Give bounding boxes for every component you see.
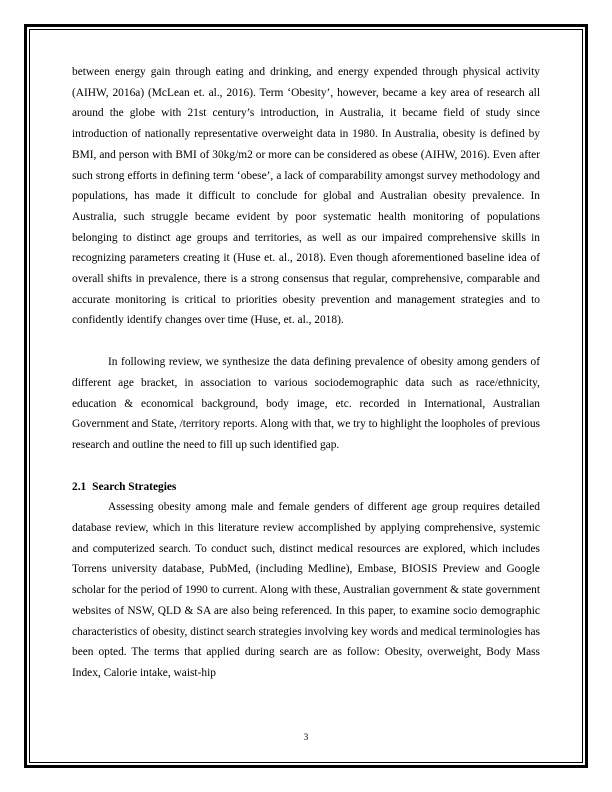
document-body	[72, 62, 540, 684]
section-title: Search Strategies	[92, 480, 177, 493]
paragraph-search-strategies: Assessing obesity among male and female genders of different age group requires detailed database review, which in this literature review accomplished by applying comprehensive, systemic and computerized search. To conduct such, distinct medical resources are explored, which includes Torrens university database, PubMed, (including Medline), Embase, BIOSIS Preview and Google scholar for the period of 1990 to current. Along with these, Australian government & state government websites of NSW, QLD & SA are also being referenced. In this paper, to examine socio demographic characteristics of obesity, distinct search strategies involving key words and medical terminologies has been opted. The terms that applied during search are as follow: Obesity, overweight, Body Mass Index, Calorie intake, waist-hip	[72, 501, 540, 679]
page-number: 3	[303, 732, 309, 742]
paragraph-obesity-definition: between energy gain through eating and drinking, and energy expended through physical activity (AIHW, 2016a) (McLean et. al., 2016). Term ‘Obesity’, however, became a key area of research all around the globe with 21st century’s introduction, in Australia, it became field of study since introduction of nationally representative overweight data in 1980. In Australia, obesity is defined by BMI, and person with BMI of 30kg/m2 or more can be considered as obese (AIHW, 2016). Even after such strong efforts in defining term ‘obese’, a lack of comparability amongst survey methodology and populations, has made it difficult to conclude for global and Australian obesity prevalence. In Australia, such struggle became evident by poor systematic health monitoring of populations belonging to distinct age groups and territories, as well as our impaired comprehensive skills in recognizing parameters creating it (Huse et. al., 2018). Even though aforementioned baseline idea of overall shifts in prevalence, there is a strong consensus that regular, comprehensive, comparable and accurate monitoring is critical to priorities obesity prevention and management strategies and to confidently identify changes over time (Huse, et. al., 2018).	[72, 66, 540, 327]
section-number: 2.1	[72, 480, 87, 493]
section-heading	[72, 477, 540, 498]
paragraph-review-scope: In following review, we synthesize the data defining prevalence of obesity among genders of different age bracket, in association to various sociodemographic data such as race/ethnicity, education & economical background, body image, etc. recorded in International, Australian Government and State, /territory reports. Along with that, we try to highlight the loopholes of previous research and outline the need to fill up such identified gap.	[72, 356, 540, 451]
